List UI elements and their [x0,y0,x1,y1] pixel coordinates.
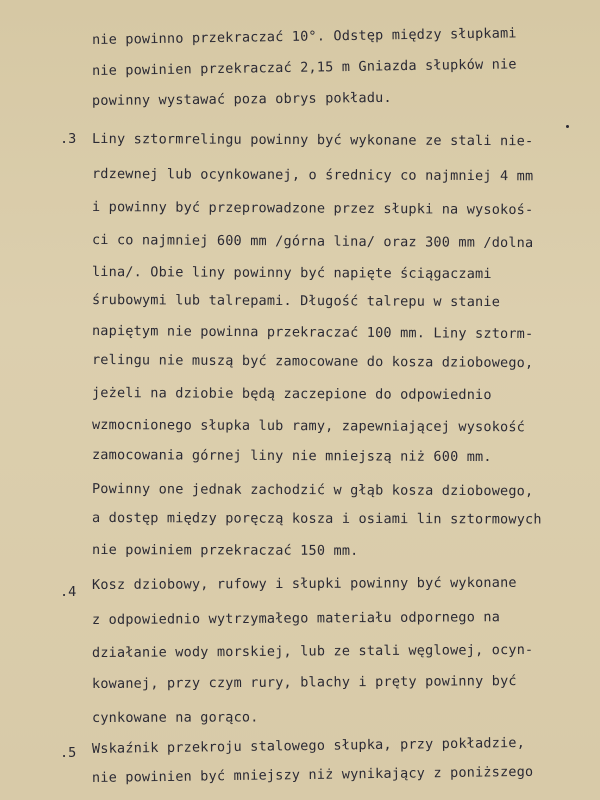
text-line: nie powinien przekraczać 2,15 m Gniazda słupków nie [91,56,517,79]
text-line: a dostęp między poręczą kosza i osiami lin sztormowych [91,510,542,528]
text-line: nie powinno przekraczać 10°. Odstęp między słupkami [91,25,517,48]
text-line: powinny wystawać poza obrys pokładu. [91,89,392,109]
text-line: Kosz dziobowy, rufowy i słupki powinny być wykonane [91,574,517,593]
text-line: napiętym nie powinna przekraczać 100 mm. Liny sztorm- [91,323,534,343]
paragraph-number: .5 [60,745,77,761]
text-line: Liny sztormrelingu powinny być wykonane ze stali nie- [91,131,534,150]
text-line: ci co najmniej 600 mm /górna lina/ oraz 300 mm /dolna [91,232,534,252]
text-line: wzmocnionego słupka lub ramy, zapewniającej wysokość [91,417,526,436]
ink-speck [566,125,569,128]
text-line: nie powiniem przekraczać 150 mm. [91,542,359,559]
paragraph-number: .4 [60,584,77,600]
paragraph-number: .3 [60,131,77,147]
text-line: rdzewnej lub ocynkowanej, o średnicy co najmniej 4 mm [91,166,534,185]
text-line: lina/. Obie liny powinny być napięte ściągaczami [91,264,492,283]
text-line: z odpowiednio wytrzymałego materiału odpornego na [91,609,501,628]
text-line: jeżeli na dziobie będą zaczepione do odpowiednio [91,385,492,404]
text-line: działanie wody morskiej, lub ze stali węglowej, ocyn- [91,641,534,661]
text-line: śrubowymi lub talrepami. Długość talrepu w stanie [91,292,501,311]
text-line: Powinny one jednak zachodzić w głąb kosza dziobowego, [91,481,534,500]
text-line: cynkowane na gorąco. [91,709,259,726]
text-line: nie powinien być mniejszy niż wynikający z poniższego [91,763,534,786]
text-line: i powinny być przeprowadzone przez słupki na wysokoś- [91,199,534,219]
text-line: Wskaźnik przekroju stalowego słupka, przy pokładzie, [91,734,526,757]
text-line: kowanej, przy czym rury, blachy i pręty powinny być [91,673,517,692]
text-line: zamocowania górnej liny nie mniejszą niż 600 mm. [91,447,492,466]
text-line: relingu nie muszą być zamocowane do kosza dziobowego, [91,352,534,372]
